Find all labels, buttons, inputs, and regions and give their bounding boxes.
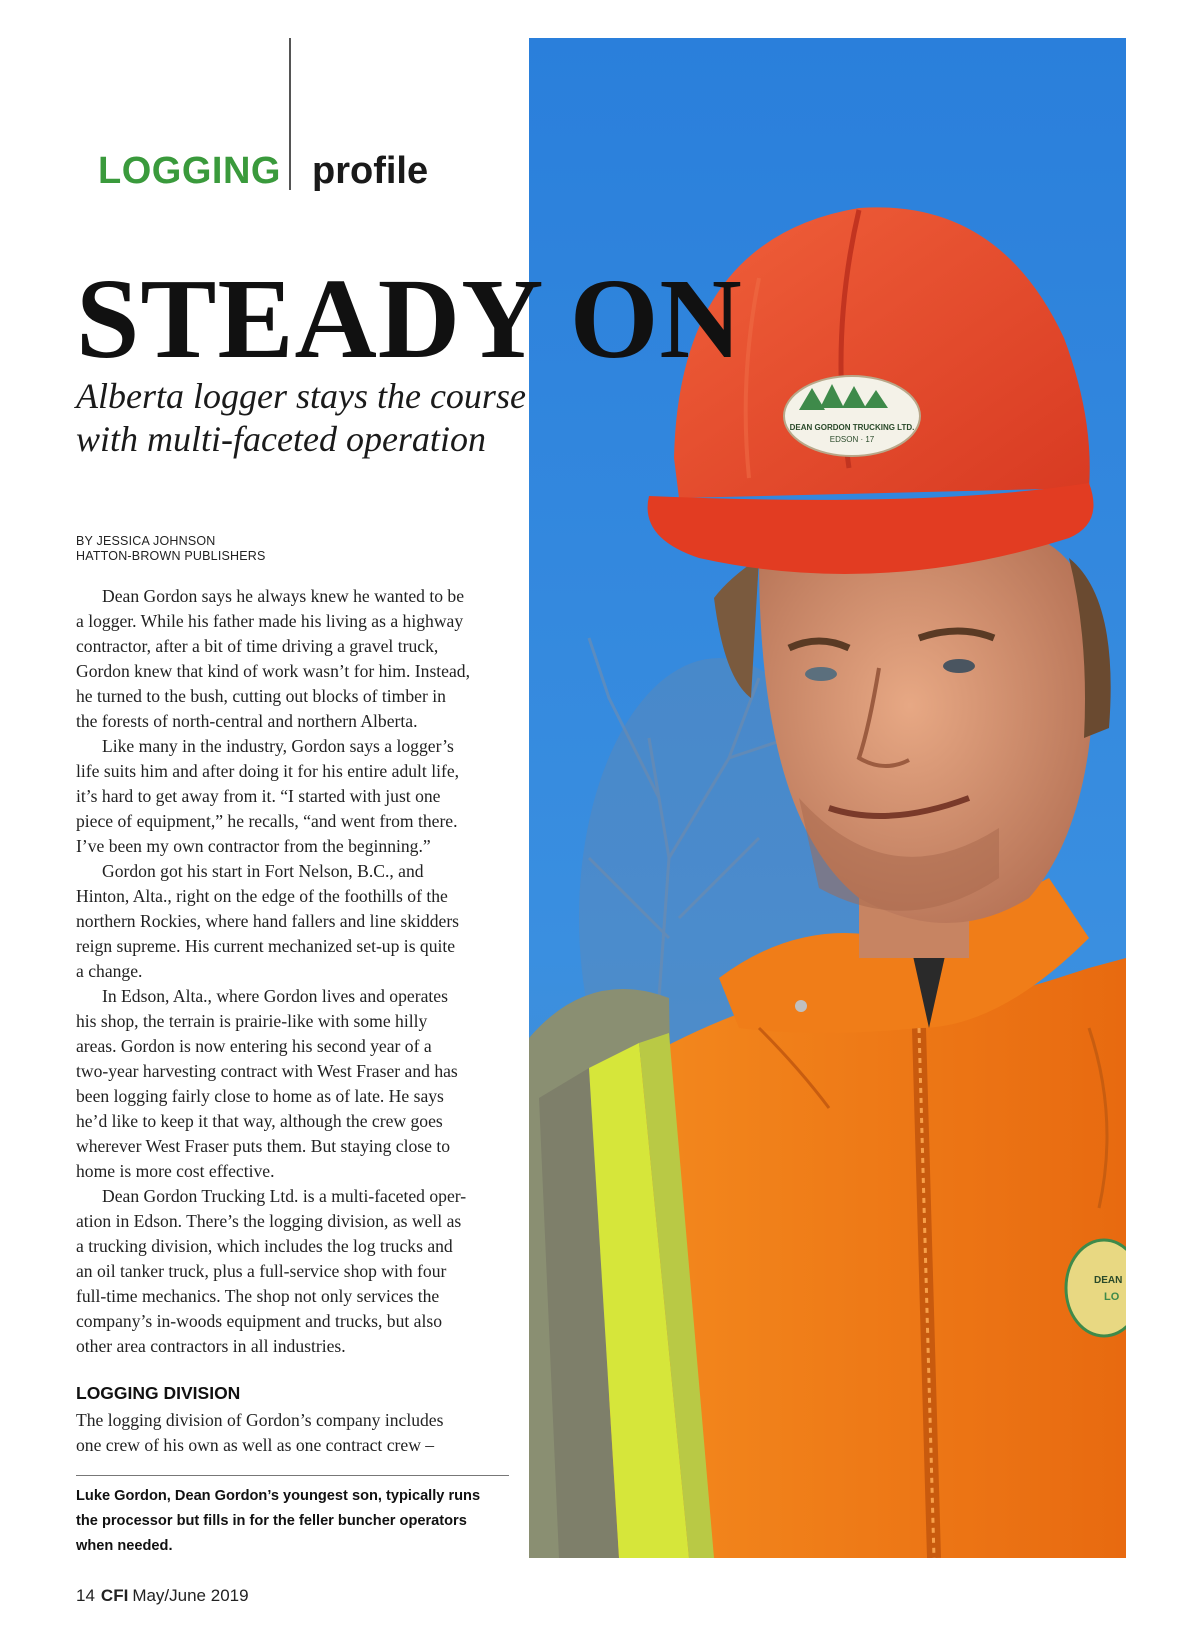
body-line: Like many in the industry, Gordon says a logger’s <box>102 736 454 756</box>
body-line: Hinton, Alta., right on the edge of the foothills of the <box>76 886 448 906</box>
article-body <box>76 584 516 1359</box>
section-label-logging: LOGGING <box>98 150 281 192</box>
body-line: one crew of his own as well as one contract crew – <box>76 1435 435 1455</box>
caption-line: Luke Gordon, Dean Gordon’s youngest son, typically runs <box>76 1488 481 1504</box>
svg-text:DEAN: DEAN <box>1094 1275 1123 1286</box>
deck-line: with multi-faceted operation <box>76 419 486 459</box>
body-line: Gordon knew that kind of work wasn’t for him. Instead, <box>76 661 470 681</box>
body-line: company’s in-woods equipment and trucks, but also <box>76 1311 442 1331</box>
body-line: the forests of north-central and northern Alberta. <box>76 711 418 731</box>
headline: STEADY ON <box>76 255 743 382</box>
caption-line: the processor but fills in for the feller buncher operators <box>76 1513 467 1529</box>
byline-publisher: HATTON-BROWN PUBLISHERS <box>76 549 266 563</box>
sleeve-badge <box>1066 1240 1126 1336</box>
body-line: reign supreme. His current mechanized set-up is quite <box>76 936 456 956</box>
deck-subtitle <box>76 375 526 461</box>
subhead-logging-division: LOGGING DIVISION <box>76 1383 241 1403</box>
body-line: I’ve been my own contractor from the beginning.” <box>76 836 431 856</box>
svg-text:EDSON · 17: EDSON · 17 <box>829 435 875 444</box>
body-line: full-time mechanics. The shop not only services the <box>76 1286 440 1306</box>
header-divider-rule <box>289 38 291 190</box>
body-line: Dean Gordon says he always knew he wanted to be <box>102 586 465 606</box>
body-line: an oil tanker truck, plus a full-service shop with four <box>76 1261 447 1281</box>
body-line: other area contractors in all industries. <box>76 1336 346 1356</box>
svg-text:LO: LO <box>1104 1291 1120 1303</box>
deck-line: Alberta logger stays the course <box>76 376 526 416</box>
body-line: been logging fairly close to home as of late. He says <box>76 1086 444 1106</box>
page-folio <box>76 1586 249 1606</box>
magazine-name: CFI <box>100 1586 129 1605</box>
body-line: life suits him and after doing it for his entire adult life, <box>76 761 460 781</box>
section-label-profile: profile <box>312 150 429 192</box>
body-line: piece of equipment,” he recalls, “and went from there. <box>76 811 458 831</box>
body-line: Gordon got his start in Fort Nelson, B.C., and <box>102 861 424 881</box>
body-line: he’d like to keep it that way, although the crew goes <box>76 1111 443 1131</box>
svg-text:DEAN GORDON TRUCKING LTD.: DEAN GORDON TRUCKING LTD. <box>789 423 915 432</box>
body-line: it’s hard to get away from it. “I started with just one <box>76 786 441 806</box>
body-line: contractor, after a bit of time driving a gravel truck, <box>76 636 439 656</box>
body-line: he turned to the bush, cutting out blocks of timber in <box>76 686 446 706</box>
article-body-continued <box>76 1408 516 1458</box>
page-number: 14 <box>76 1586 95 1605</box>
body-line: areas. Gordon is now entering his second year of a <box>76 1036 432 1056</box>
body-line: In Edson, Alta., where Gordon lives and operates <box>102 986 448 1006</box>
photo-caption <box>76 1484 516 1559</box>
body-line: a logger. While his father made his living as a highway <box>76 611 464 631</box>
byline <box>76 534 266 564</box>
body-line: home is more cost effective. <box>76 1161 275 1181</box>
body-line: Dean Gordon Trucking Ltd. is a multi-faceted oper- <box>102 1186 467 1206</box>
body-line: The logging division of Gordon’s company includes <box>76 1410 444 1430</box>
byline-author: BY JESSICA JOHNSON <box>76 534 216 548</box>
issue-date: May/June 2019 <box>132 1586 249 1605</box>
caption-rule <box>76 1475 509 1476</box>
body-line: his shop, the terrain is prairie-like with some hilly <box>76 1011 428 1031</box>
hardhat-badge <box>784 376 920 456</box>
caption-line: when needed. <box>76 1538 173 1554</box>
body-line: northern Rockies, where hand fallers and line skidders <box>76 911 460 931</box>
body-line: two-year harvesting contract with West Fraser and has <box>76 1061 458 1081</box>
body-line: a trucking division, which includes the log trucks and <box>76 1236 453 1256</box>
body-line: ation in Edson. There’s the logging division, as well as <box>76 1211 462 1231</box>
body-line: wherever West Fraser puts them. But staying close to <box>76 1136 451 1156</box>
body-line: a change. <box>76 961 143 981</box>
